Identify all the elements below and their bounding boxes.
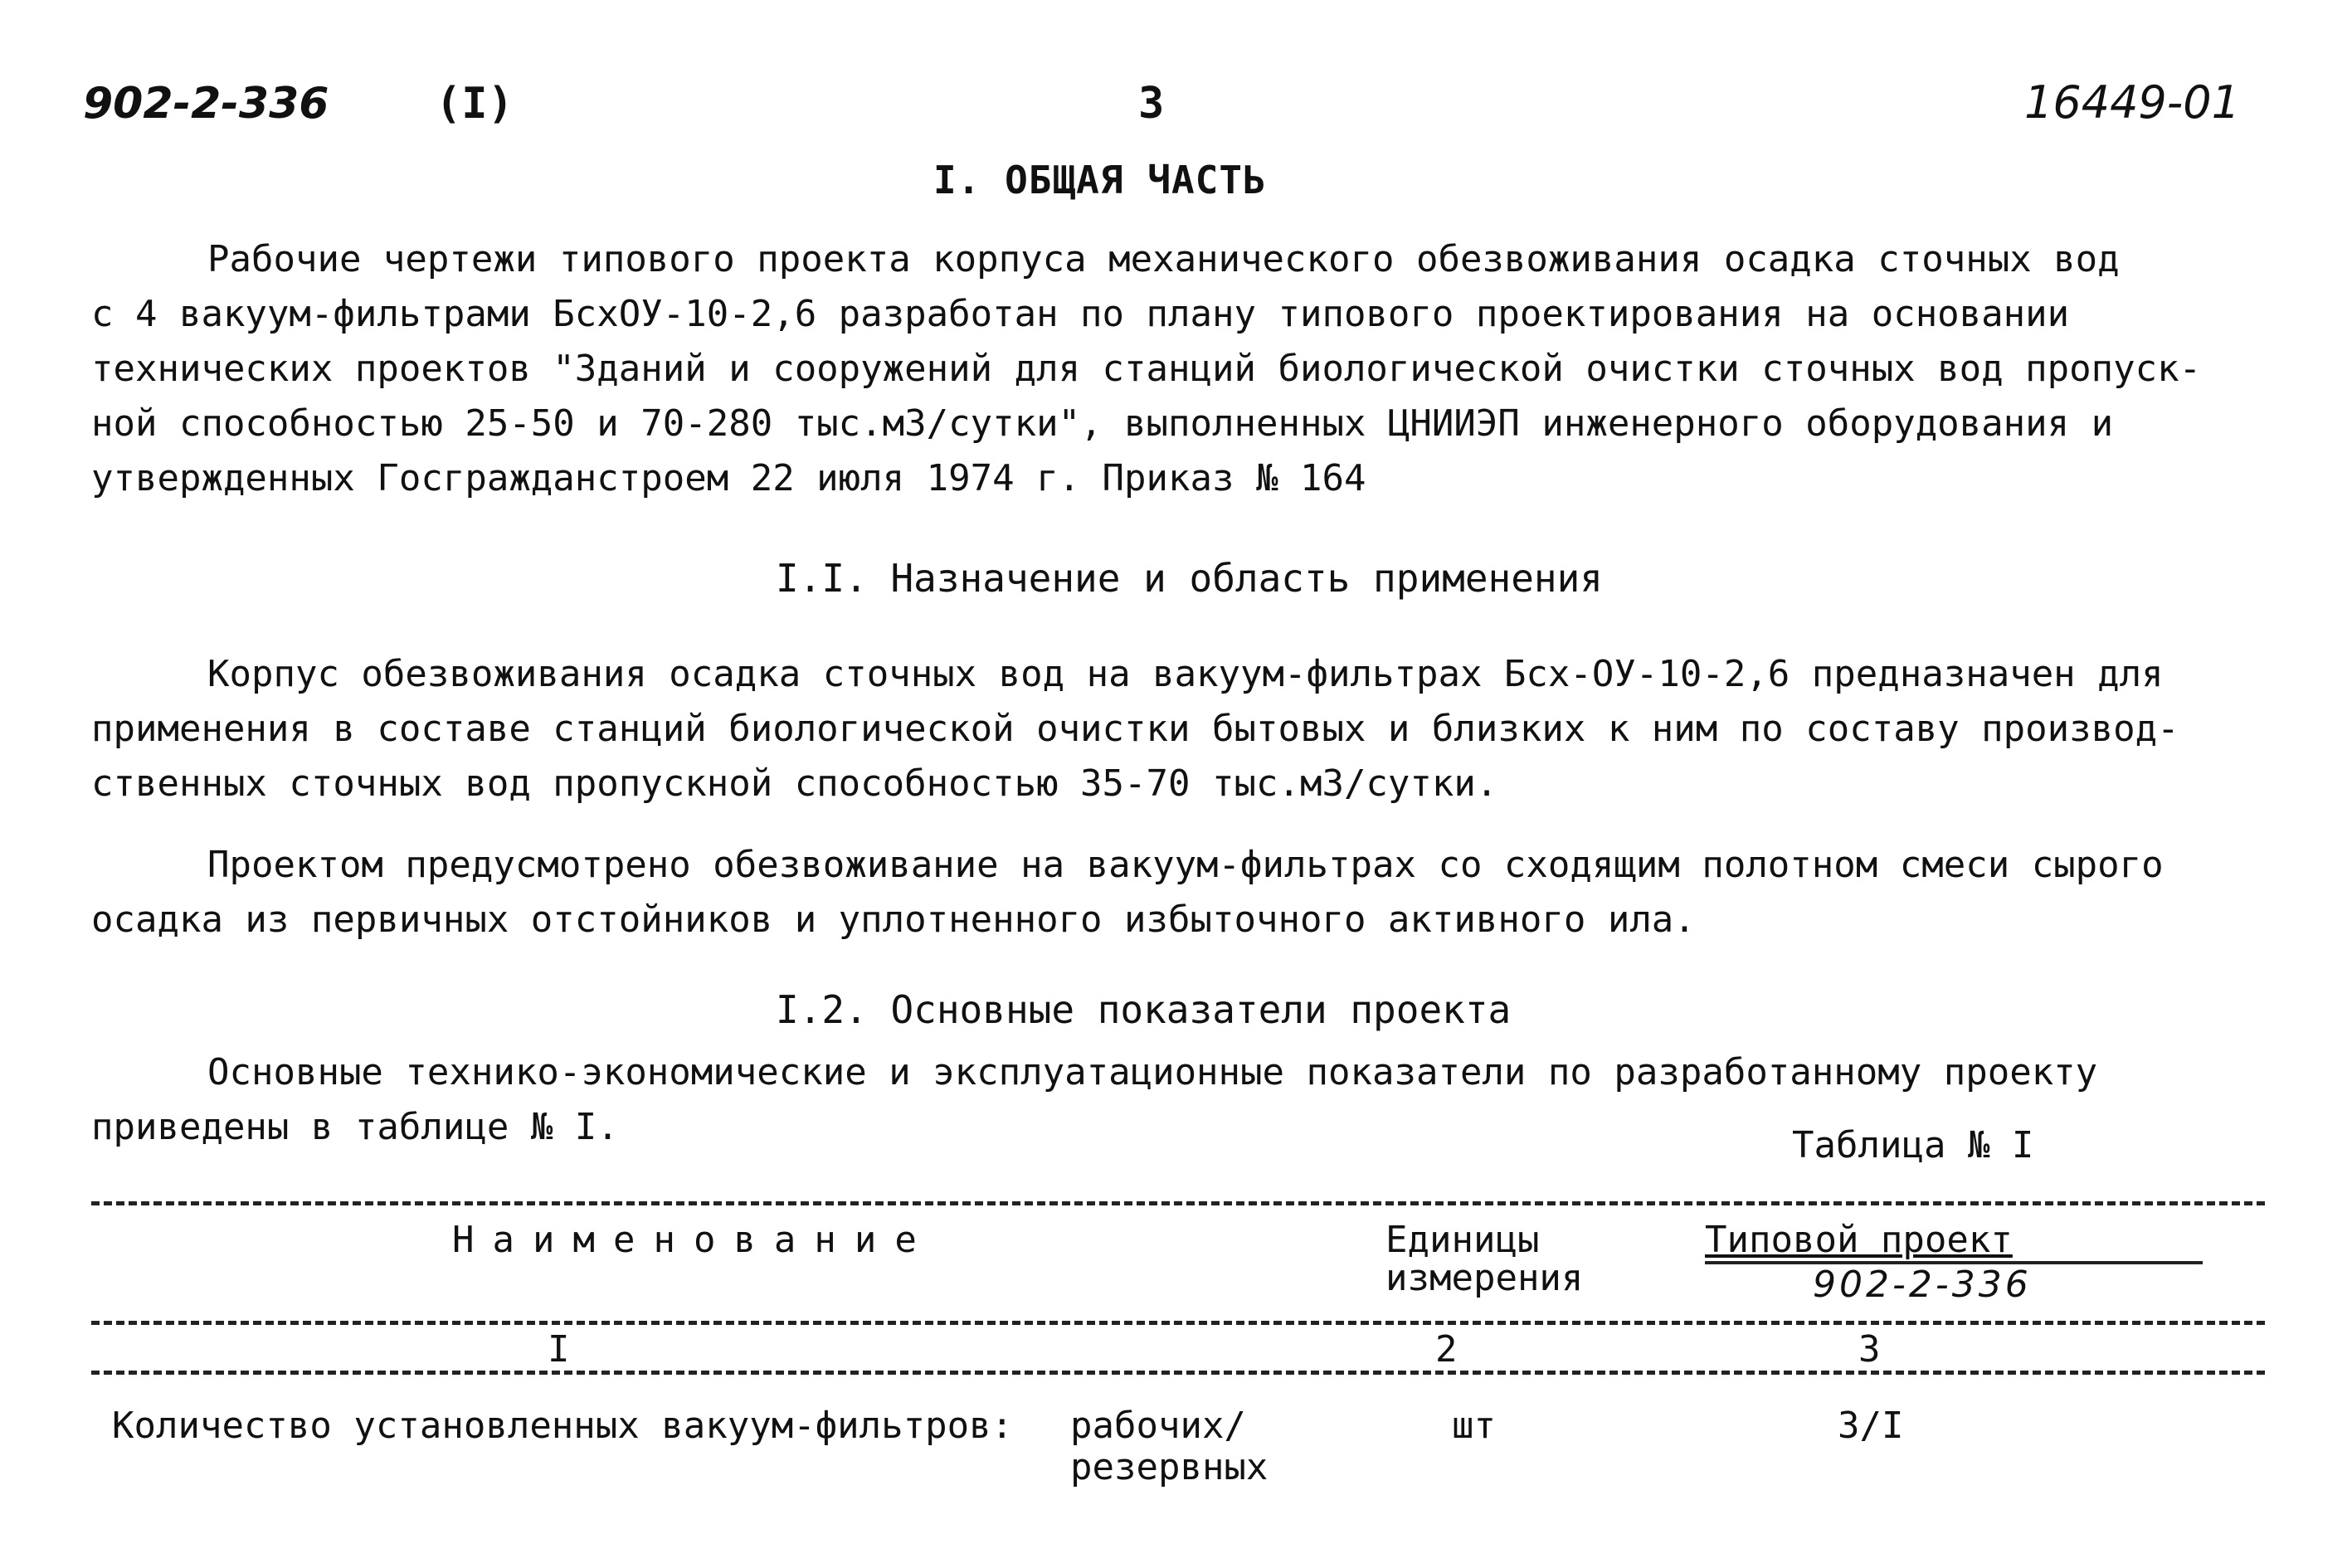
table-row-name-detail-line1: рабочих/ bbox=[1070, 1405, 1246, 1447]
table-header-units-line2: измерения bbox=[1385, 1257, 1584, 1299]
section-1-1-title: I.I. Назначение и область применения bbox=[776, 556, 1603, 601]
table-row-name-detail-line2: резервных bbox=[1070, 1446, 1269, 1488]
page-number: 3 bbox=[1138, 79, 1165, 129]
table-column-number-2: 2 bbox=[1435, 1328, 1458, 1371]
table-header-project-line1: Типовой проект bbox=[1705, 1219, 2013, 1261]
inventory-number: 16449-01 bbox=[2024, 76, 2240, 129]
table-row-unit: шт bbox=[1452, 1405, 1496, 1447]
table-row-name: Количество установленных вакуум-фильтров: bbox=[112, 1405, 1014, 1447]
table-column-number-3: 3 bbox=[1858, 1328, 1881, 1371]
section-1-1-paragraph-2: Проектом предусмотрено обезвоживание на вакуум-фильтрах со сходящим полотном смеси сырого осадка из первичных отстойников и уплотненного избыточного активного ила. bbox=[91, 844, 2164, 941]
section-1-2-title: I.2. Основные показатели проекта bbox=[776, 987, 1512, 1032]
section-1-paragraph: Рабочие чертежи типового проекта корпуса механического обезвоживания осадка сточных вод с 4 вакуум-фильтрами БсхОУ-10-2,6 разработан по плану типового проектирования на основании технических проектов "Зданий и сооружений для станций биологической очистки сточных вод пропуск- ной способностью 25-50 и 70-280 тыс.м3/сутки", выполненных ЦНИИЭП инженерного оборудования и утвержденных Госгражданстроем 22 июля 1974 г. Приказ № 164 bbox=[91, 238, 2202, 499]
table-column-number-1: I bbox=[548, 1328, 570, 1371]
document-code: 902-2-336 bbox=[83, 79, 329, 129]
table-header-units-line1: Единицы bbox=[1385, 1219, 1540, 1261]
table-divider bbox=[91, 1371, 2265, 1375]
table-label: Таблица № I bbox=[1792, 1124, 2034, 1166]
section-1-1-paragraph-1: Корпус обезвоживания осадка сточных вод на вакуум-фильтрах Бсх-ОУ-10-2,6 предназначен для применения в составе станций биологической очистки бытовых и близких к ним по составу производ- ственных сточных вод пропускной способностью 35-70 тыс.м3/сутки. bbox=[91, 653, 2179, 805]
table-divider bbox=[91, 1201, 2265, 1205]
table-header-project-line2: 902-2-336 bbox=[1813, 1264, 2032, 1306]
table-row-value: 3/I bbox=[1838, 1405, 1904, 1447]
section-1-title: I. ОБЩАЯ ЧАСТЬ bbox=[933, 158, 1267, 202]
section-1-2-paragraph: Основные технико-экономические и эксплуатационные показатели по разработанному проекту приведены в таблице № I. bbox=[91, 1051, 2098, 1148]
table-divider bbox=[91, 1321, 2265, 1325]
document-part: (I) bbox=[436, 79, 514, 129]
table-header-name: Наименование bbox=[452, 1219, 935, 1261]
